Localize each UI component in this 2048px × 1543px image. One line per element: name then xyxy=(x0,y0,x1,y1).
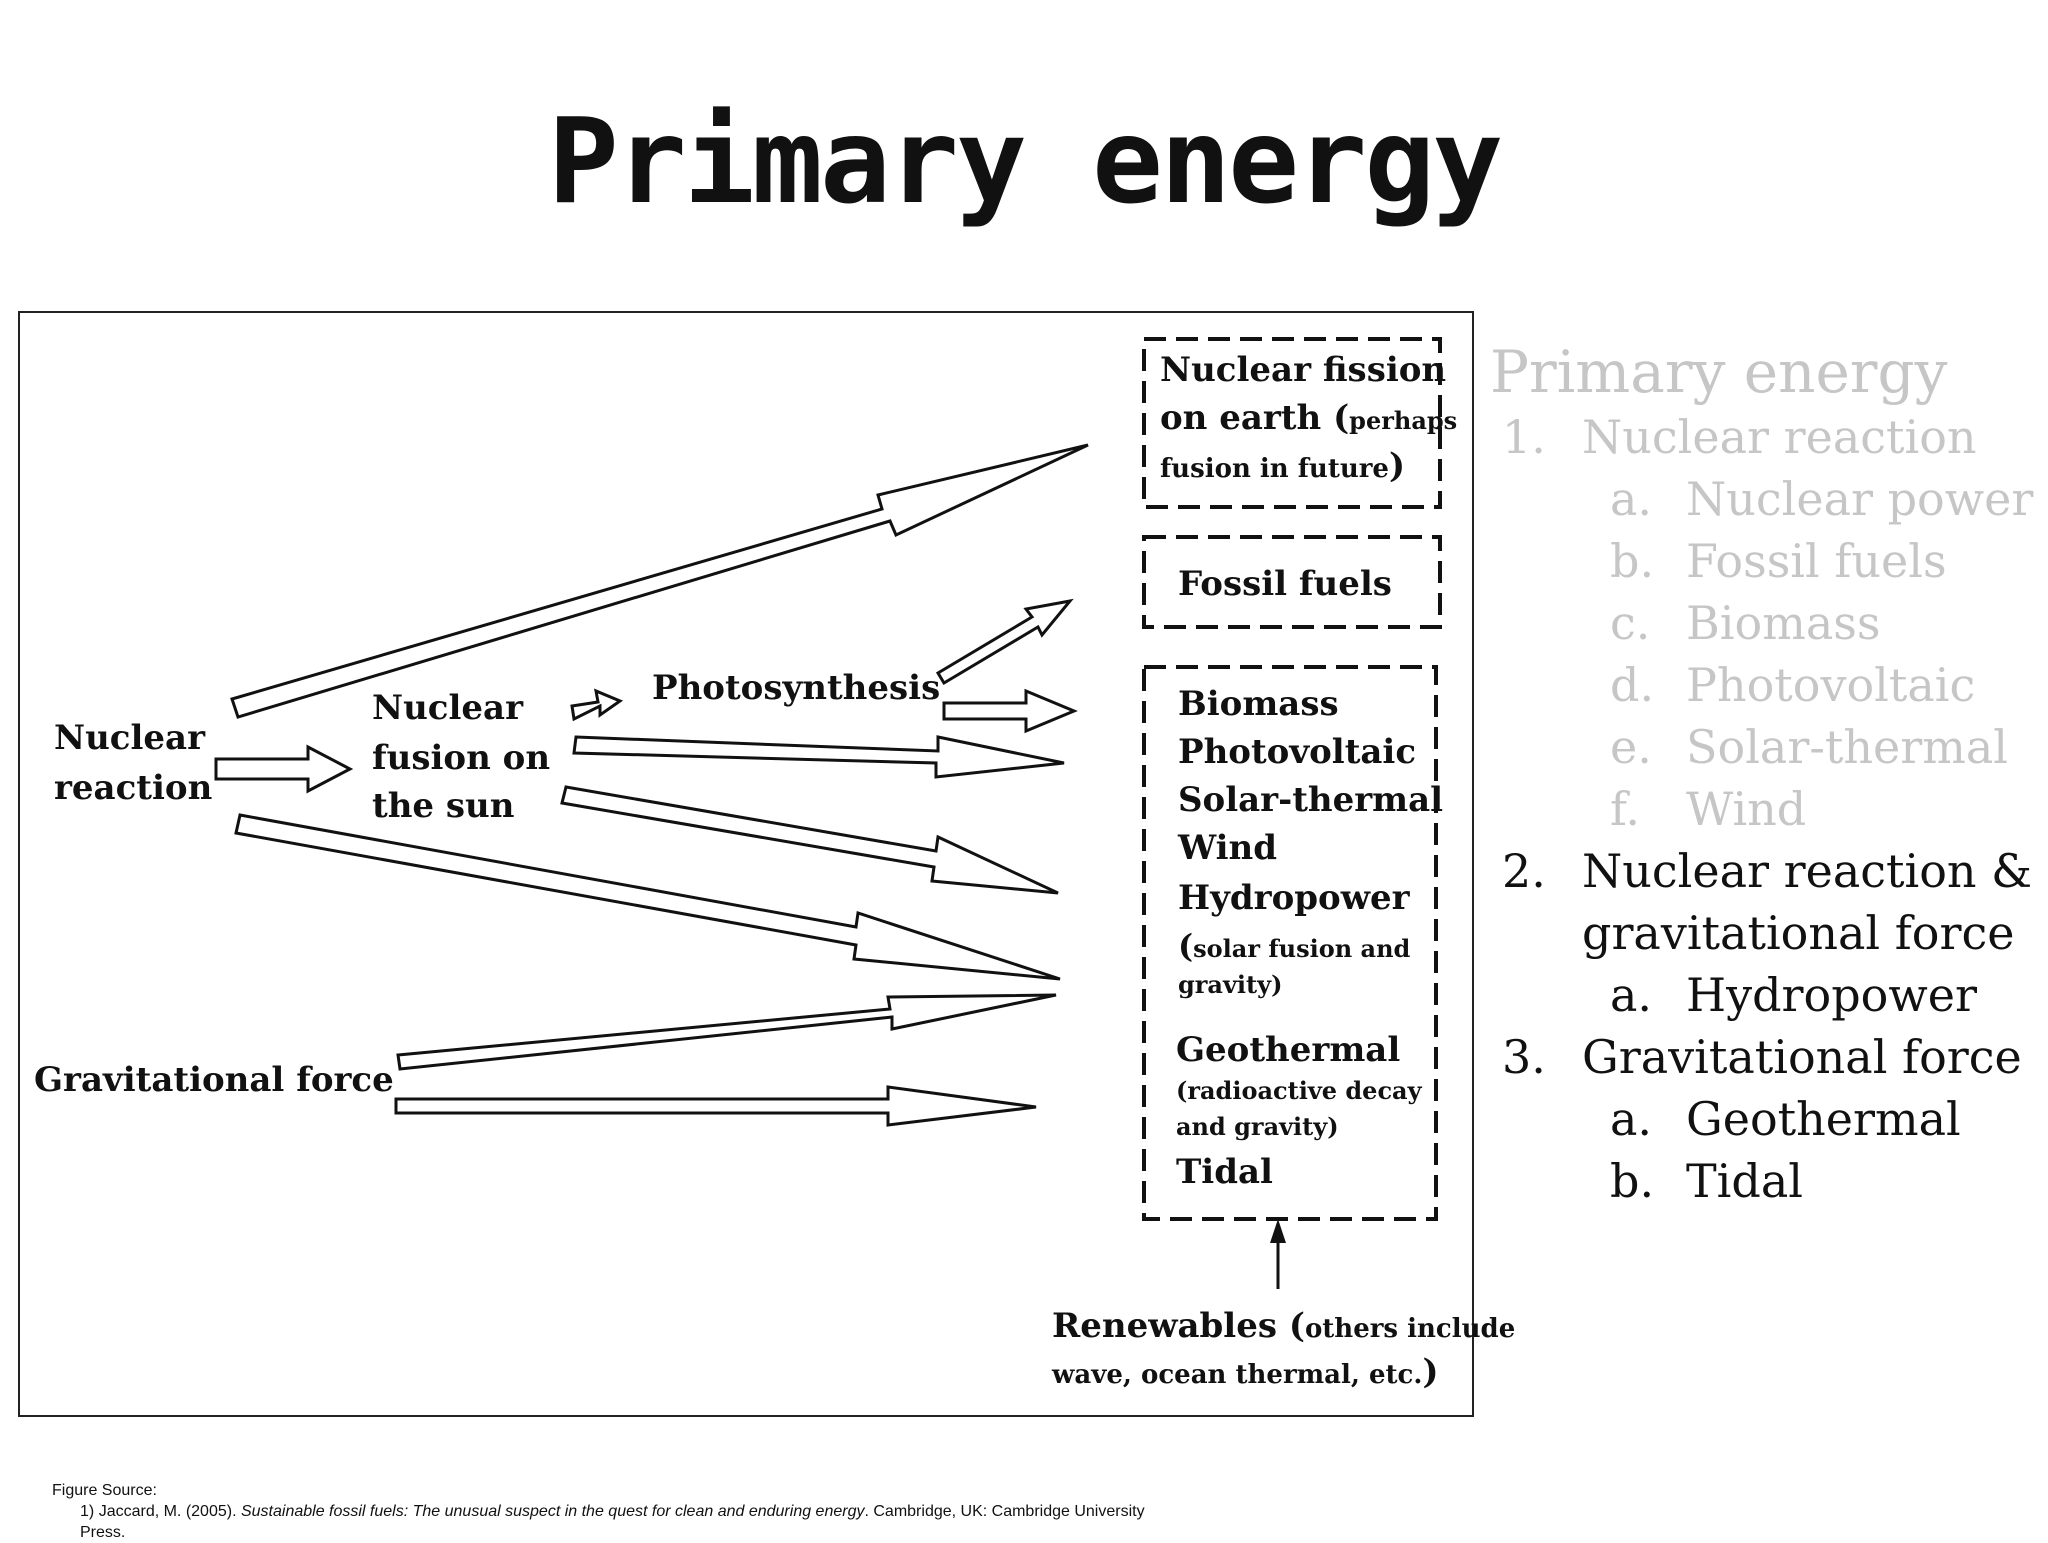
geo-note-2: and gravity) xyxy=(1176,1112,1339,1141)
outline-subitem-letter: e. xyxy=(1610,720,1652,774)
footnote-label: Figure Source: xyxy=(52,1482,157,1499)
outline-subitem-letter: b. xyxy=(1610,534,1655,588)
photovoltaic-label: Photovoltaic xyxy=(1178,732,1417,772)
outline-subitem xyxy=(1490,534,2040,596)
wind-label: Wind xyxy=(1178,828,1277,868)
arrow-renewables-head xyxy=(1270,1219,1286,1243)
outline-subitem-text: Fossil fuels xyxy=(1686,534,1947,588)
outline-subitem xyxy=(1490,782,2040,844)
outline-subitem-letter: b. xyxy=(1610,1154,1655,1208)
renewables-caption-1: Renewables (others include xyxy=(1052,1306,1516,1346)
outline-subitem-letter: c. xyxy=(1610,596,1651,650)
solar-thermal-label: Solar-thermal xyxy=(1178,780,1444,820)
outline-item-number: 2. xyxy=(1502,844,1546,898)
outline-subitem-letter: d. xyxy=(1610,658,1655,712)
outline-subitem-text: Solar-thermal xyxy=(1686,720,2008,774)
arrow-fusion-to-wind xyxy=(562,787,1058,893)
outline-subitem-letter: a. xyxy=(1610,1092,1653,1146)
hydro-note-1: (solar fusion and xyxy=(1178,927,1411,965)
figure-source-footnote xyxy=(52,1480,1310,1543)
hydropower-label: Hydropower xyxy=(1178,878,1410,918)
outline-subitem-text: Geothermal xyxy=(1686,1092,1961,1146)
arrow-fusion-to-photosynthesis xyxy=(572,691,620,719)
arrow-photosynthesis-to-biomass xyxy=(944,691,1074,731)
outline-subitem-text: Hydropower xyxy=(1686,968,1977,1022)
fusion-label-1: Nuclear xyxy=(372,688,523,728)
nuclear-reaction-label-1: Nuclear xyxy=(54,718,205,758)
fusion-label-3: the sun xyxy=(372,786,515,826)
outline-subitem-text: Nuclear power xyxy=(1686,472,2034,526)
outline-item-2-continued xyxy=(1490,906,2040,968)
outline-item-number: 1. xyxy=(1502,410,1546,464)
outline-subitem-text: Tidal xyxy=(1686,1154,1803,1208)
outline-subitem xyxy=(1490,968,2040,1030)
footnote-publisher-end: Press. xyxy=(80,1524,126,1541)
footnote-number: 1) xyxy=(80,1503,95,1520)
photosynthesis-label: Photosynthesis xyxy=(652,668,941,708)
outline-subitem xyxy=(1490,472,2040,534)
outline-subitem xyxy=(1490,1092,2040,1154)
tidal-label: Tidal xyxy=(1176,1152,1273,1192)
energy-flow-diagram xyxy=(18,311,1516,1417)
outline-subitem-letter: a. xyxy=(1610,968,1653,1022)
outline-subitem xyxy=(1490,720,2040,782)
outline-subitem xyxy=(1490,658,2040,720)
outline-list xyxy=(1490,338,2040,1216)
fission-line-3: fusion in future) xyxy=(1160,446,1406,486)
footnote-reference xyxy=(52,1501,1310,1543)
biomass-label: Biomass xyxy=(1178,684,1339,724)
renewables-caption-2: wave, ocean thermal, etc.) xyxy=(1052,1352,1439,1392)
outline-subitem-letter: f. xyxy=(1610,782,1641,836)
outline-subitem-letter: a. xyxy=(1610,472,1653,526)
outline-subitem xyxy=(1490,1154,2040,1216)
outline-item-text: Gravitational force xyxy=(1582,1030,2022,1084)
outline-item-1 xyxy=(1490,410,2040,472)
outline-subitem-text: Wind xyxy=(1686,782,1807,836)
footnote-book-title: Sustainable fossil fuels: The unusual suspect in the quest for clean and enduring energy xyxy=(240,1503,865,1520)
fission-line-2: on earth (perhaps xyxy=(1160,398,1458,438)
arrow-fusion-to-photovoltaic xyxy=(574,737,1064,777)
geothermal-label: Geothermal xyxy=(1176,1030,1401,1070)
outline-item-text-line1: Nuclear reaction & xyxy=(1582,844,2033,898)
diagram-canvas xyxy=(20,313,1516,1419)
outline-heading: Primary energy xyxy=(1490,338,1948,406)
footnote-author: Jaccard, M. (2005). xyxy=(98,1503,241,1520)
outline-item-3 xyxy=(1490,1030,2040,1092)
arrow-gravity-to-geothermal xyxy=(396,1087,1036,1125)
outline-subitem xyxy=(1490,596,2040,658)
outline-subitem-text: Photovoltaic xyxy=(1686,658,1976,712)
gravitational-force-label: Gravitational force xyxy=(34,1060,394,1100)
outline-item-number: 3. xyxy=(1502,1030,1546,1084)
arrow-photosynthesis-to-fossil xyxy=(938,601,1070,683)
outline-item-text-line2: gravitational force xyxy=(1582,906,2015,960)
outline-item-2 xyxy=(1490,844,2040,906)
fusion-label-2: fusion on xyxy=(372,738,551,778)
fission-line-1: Nuclear fission xyxy=(1160,350,1447,390)
arrow-gravity-to-hydro xyxy=(398,995,1056,1069)
arrow-nuclear-to-fusion xyxy=(216,747,350,791)
footnote-publisher: . Cambridge, UK: Cambridge University xyxy=(864,1503,1145,1520)
geo-note-1: (radioactive decay xyxy=(1176,1076,1422,1105)
outline-item-text: Nuclear reaction xyxy=(1582,410,1977,464)
slide-title: Primary energy xyxy=(547,92,1501,230)
fossil-fuels-label: Fossil fuels xyxy=(1178,564,1392,604)
nuclear-reaction-label-2: reaction xyxy=(54,768,213,808)
outline-subitem-text: Biomass xyxy=(1686,596,1881,650)
hydro-note-2: gravity) xyxy=(1178,970,1283,999)
